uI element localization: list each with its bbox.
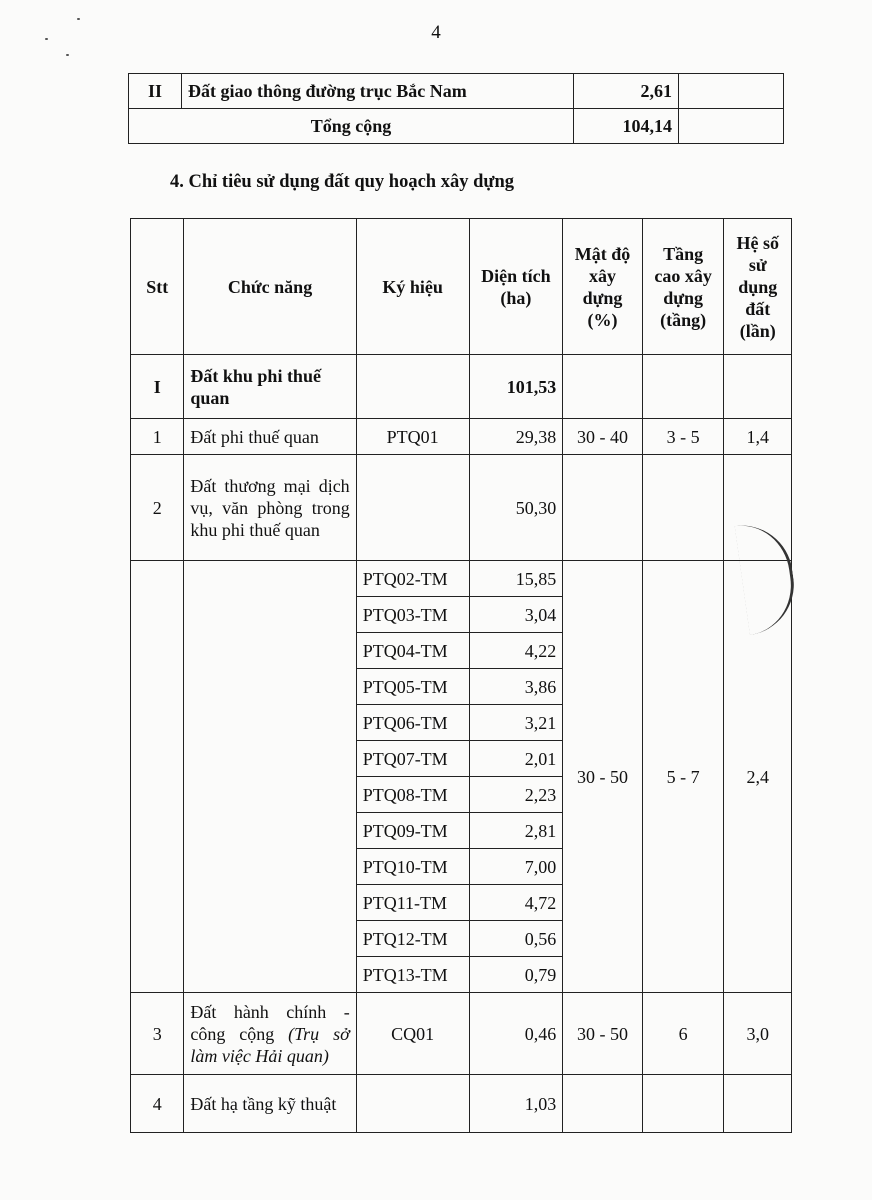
row-coefficient [724, 1075, 792, 1133]
row-area: 29,38 [469, 419, 563, 455]
sub-row-area: 0,79 [469, 957, 563, 993]
sub-row-area: 3,04 [469, 597, 563, 633]
sub-row-symbol: PTQ07-TM [356, 741, 469, 777]
group-area: 101,53 [469, 355, 563, 419]
row-stt: 1 [131, 419, 184, 455]
row-function: Đất phi thuế quan [184, 419, 356, 455]
sub-row-area: 2,81 [469, 813, 563, 849]
row-density [563, 455, 643, 561]
sub-row-symbol: PTQ05-TM [356, 669, 469, 705]
sub-group-stt [131, 561, 184, 993]
sub-row-symbol: PTQ09-TM [356, 813, 469, 849]
row-coefficient: 3,0 [724, 993, 792, 1075]
sub-row-area: 3,21 [469, 705, 563, 741]
group-floors [642, 355, 724, 419]
sub-row-area: 7,00 [469, 849, 563, 885]
sub-row-symbol: PTQ08-TM [356, 777, 469, 813]
header-row [131, 219, 792, 355]
table-row [131, 1075, 792, 1133]
group-coefficient [724, 355, 792, 419]
sub-row-area: 0,56 [469, 921, 563, 957]
row-area: 50,30 [469, 455, 563, 561]
row-density: 30 - 40 [563, 419, 643, 455]
summary-row-blank [679, 74, 784, 109]
row-floors [642, 1075, 724, 1133]
group-symbol [356, 355, 469, 419]
sub-group-function [184, 561, 356, 993]
row-area: 0,46 [469, 993, 563, 1075]
land-use-table [130, 218, 792, 1133]
header-area: Diện tích (ha) [469, 219, 563, 355]
row-stt: 3 [131, 993, 184, 1075]
row-stt: 2 [131, 455, 184, 561]
table-row [131, 993, 792, 1075]
row-density: 30 - 50 [563, 993, 643, 1075]
row-symbol [356, 455, 469, 561]
row-floors [642, 455, 724, 561]
header-function: Chức năng [184, 219, 356, 355]
row-function: Đất thương mại dịch vụ, văn phòng trong khu phi thuế quan [184, 455, 356, 561]
table-row [131, 419, 792, 455]
row-coefficient: 1,4 [724, 419, 792, 455]
sub-row-symbol: PTQ03-TM [356, 597, 469, 633]
summary-total-row [129, 109, 784, 144]
section-heading: 4. Chỉ tiêu sử dụng đất quy hoạch xây dựng [170, 172, 515, 192]
row-floors: 6 [642, 993, 724, 1075]
group-density [563, 355, 643, 419]
sub-row [131, 561, 792, 597]
row-function [184, 993, 356, 1075]
row-symbol: PTQ01 [356, 419, 469, 455]
sub-rows-group [131, 561, 792, 993]
sub-row-area: 15,85 [469, 561, 563, 597]
row-density [563, 1075, 643, 1133]
sub-group-floors: 5 - 7 [642, 561, 724, 993]
row-function-main: Đất hành chính - công cộng [190, 1001, 350, 1044]
row-symbol [356, 1075, 469, 1133]
group-function: Đất khu phi thuế quan [184, 355, 356, 419]
sub-row-symbol: PTQ06-TM [356, 705, 469, 741]
sub-row-symbol: PTQ12-TM [356, 921, 469, 957]
sub-row-symbol: PTQ10-TM [356, 849, 469, 885]
sub-row-area: 2,01 [469, 741, 563, 777]
row-floors: 3 - 5 [642, 419, 724, 455]
sub-row-area: 2,23 [469, 777, 563, 813]
scan-speck [77, 18, 80, 20]
scan-speck [45, 38, 48, 40]
sub-row-symbol: PTQ13-TM [356, 957, 469, 993]
summary-total-value: 104,14 [574, 109, 679, 144]
header-floors: Tầng cao xây dựng (tầng) [642, 219, 724, 355]
header-symbol: Ký hiệu [356, 219, 469, 355]
header-stt: Stt [131, 219, 184, 355]
summary-table [128, 73, 784, 144]
summary-row-num: II [129, 74, 182, 109]
group-row-I [131, 355, 792, 419]
row-area: 1,03 [469, 1075, 563, 1133]
summary-row-value: 2,61 [574, 74, 679, 109]
sub-group-density: 30 - 50 [563, 561, 643, 993]
page-number: 4 [431, 22, 441, 43]
sub-row-area: 4,22 [469, 633, 563, 669]
sub-row-area: 4,72 [469, 885, 563, 921]
row-function-note: (Trụ sở làm việc Hải quan) [190, 1023, 350, 1066]
summary-row [129, 74, 784, 109]
summary-total-label: Tổng cộng [129, 109, 574, 144]
summary-row-name: Đất giao thông đường trục Bắc Nam [182, 74, 574, 109]
scan-speck [66, 54, 69, 56]
row-stt: 4 [131, 1075, 184, 1133]
row-symbol: CQ01 [356, 993, 469, 1075]
sub-row-area: 3,86 [469, 669, 563, 705]
sub-group-coefficient: 2,4 [724, 561, 792, 993]
table-row [131, 455, 792, 561]
sub-row-symbol: PTQ02-TM [356, 561, 469, 597]
header-density: Mật độ xây dựng (%) [563, 219, 643, 355]
row-function: Đất hạ tầng kỹ thuật [184, 1075, 356, 1133]
sub-row-symbol: PTQ04-TM [356, 633, 469, 669]
header-coefficient: Hệ số sử dụng đất (lần) [724, 219, 792, 355]
sub-row-symbol: PTQ11-TM [356, 885, 469, 921]
group-stt: I [131, 355, 184, 419]
summary-total-blank [679, 109, 784, 144]
